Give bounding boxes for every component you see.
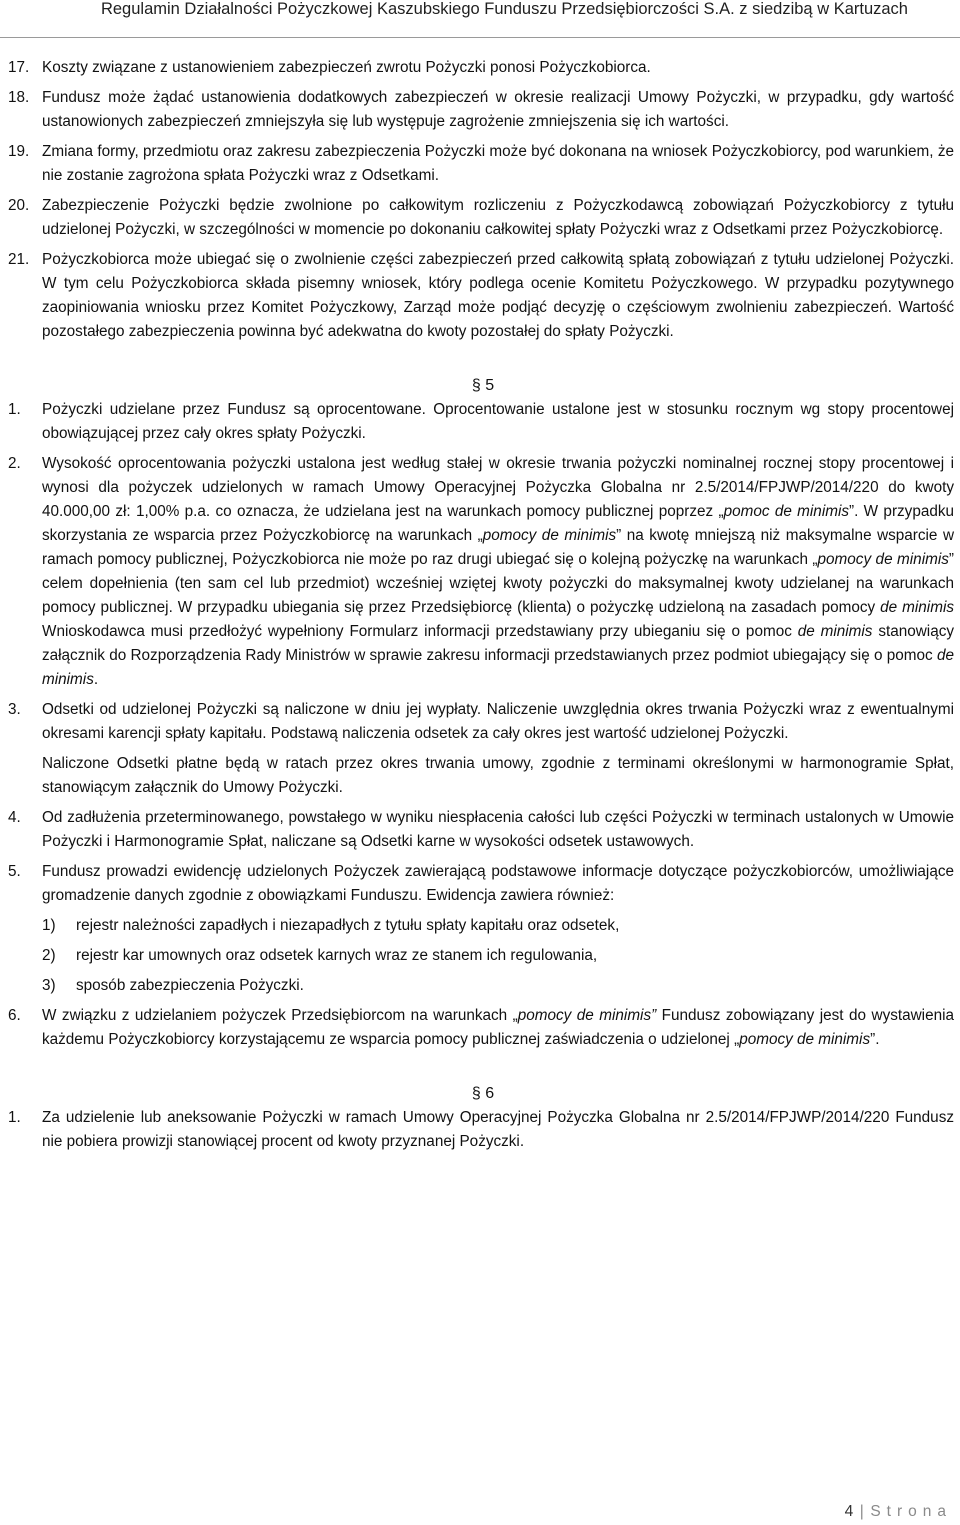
list-item — [0, 1004, 960, 1052]
list-item — [0, 398, 960, 446]
paragraph: Naliczone Odsetki płatne będą w ratach przez okres trwania umowy, zgodnie z terminami określonymi w harmonogramie Spłat, stanowiącym załącznik do Umowy Pożyczki. — [42, 755, 954, 796]
footer-label: Strona — [870, 1503, 952, 1520]
italic-term: pomocy de minimis — [482, 527, 617, 544]
section-heading: § 5 — [471, 377, 495, 394]
item-number: 19. — [8, 143, 30, 160]
item-number: 5. — [8, 863, 21, 880]
sub-item-number: 1) — [42, 917, 56, 934]
document-body — [0, 56, 960, 1160]
page-footer — [845, 1503, 952, 1521]
item-number: 17. — [8, 59, 30, 76]
italic-term: pomocy de minimis — [739, 1031, 871, 1048]
italic-term: de minimis — [797, 623, 873, 640]
sub-list-item — [0, 914, 960, 938]
item-text — [42, 1007, 954, 1048]
text-run: Wnioskodawca musi przedłożyć wypełniony Formularz informacji przedstawiany przy ubieganiu się o pomoc — [42, 623, 798, 640]
item-text: Fundusz prowadzi ewidencję udzielonych Pożyczek zawierającą podstawowe informacje dotyczące pożyczkobiorców, umożliwiające gromadzenie danych zgodnie z obowiązkami Funduszu. Ewidencja zawiera również: — [42, 863, 954, 904]
item-text: Fundusz może żądać ustanowienia dodatkowych zabezpieczeń w okresie realizacji Umowy Pożyczki, w przypadku, gdy wartość ustanowionych zabezpieczeń zmniejszyła się lub występuje zagrożenie zmniejszenia się ich wartości. — [42, 89, 954, 130]
sub-item-number: 2) — [42, 947, 56, 964]
list-item — [0, 806, 960, 854]
text-run: Fundusz zobowiązany jest do wystawienia każdemu Pożyczkobiorcy korzystającemu ze wsparcia pomocy publicznej zaświadczenia o udzielonej „ — [42, 1007, 954, 1048]
item-text: Za udzielenie lub aneksowanie Pożyczki w ramach Umowy Operacyjnej Pożyczka Globalna nr 2.5/2014/FPJWP/2014/220 Fundusz nie pobiera prowizji stanowiącej procent od kwoty przyznanej Pożyczki. — [42, 1109, 954, 1150]
text-run: ”. W przypadku skorzystania ze wsparcia przez Pożyczkobiorcę na warunkach „ — [42, 503, 955, 544]
item-number: 1. — [8, 1109, 21, 1126]
list-item — [0, 56, 960, 80]
item-number: 4. — [8, 809, 21, 826]
footer-separator: | — [859, 1503, 865, 1520]
sub-list-item — [0, 944, 960, 968]
item-number: 6. — [8, 1007, 21, 1024]
item-number: 3. — [8, 701, 21, 718]
italic-term: de minimis — [880, 599, 954, 616]
page-header — [0, 0, 960, 34]
sub-item-number: 3) — [42, 977, 56, 994]
item-text: Koszty związane z ustanowieniem zabezpieczeń zwrotu Pożyczki ponosi Pożyczkobiorca. — [42, 59, 651, 76]
item-number: 1. — [8, 401, 21, 418]
item-number: 20. — [8, 197, 30, 214]
item-number: 21. — [8, 251, 30, 268]
sub-item-text: rejestr należności zapadłych i niezapadłych z tytułu spłaty kapitału oraz odsetek, — [76, 917, 620, 934]
text-run: stanowiący załącznik do Rozporządzenia Rady Ministrów w sprawie zakresu informacji przedstawianych przez podmiot ubiegający się o pomoc — [42, 623, 955, 664]
italic-term: de minimis — [42, 647, 954, 688]
header-divider — [0, 37, 960, 38]
text-run: W związku z udzielaniem pożyczek Przedsiębiorcom na warunkach „ — [42, 1007, 518, 1024]
italic-term: pomocy de minimis” — [517, 1007, 657, 1024]
item-text: Pożyczkobiorca może ubiegać się o zwolnienie części zabezpieczeń przed całkowitą spłatą zobowiązań z tytułu udzielonej Pożyczki. W tym celu Pożyczkobiorca składa pisemny wniosek, który podlega ocenie Komitetu Pożyczkowego. W przypadku pozytywnego zaopiniowania wniosku przez Komitet Pożyczkowy, Zarząd może podjąć decyzję o częściowym zwolnieniu zabezpieczeń. Wartość pozostałego zabezpieczenia powinna być adekwatna do kwoty pozostałej do spłaty Pożyczki. — [42, 251, 954, 340]
text-run: . — [93, 671, 99, 688]
item-text — [42, 455, 954, 688]
list-item — [0, 194, 960, 242]
item-text: Pożyczki udzielane przez Fundusz są oprocentowane. Oprocentowanie ustalone jest w stosunku rocznym wg stopy procentowej obowiązującej przez cały okres spłaty Pożyczki. — [42, 401, 954, 442]
text-run: ”. — [870, 1031, 880, 1048]
list-item — [0, 86, 960, 134]
text-run: ” celem dopełnienia (ten sam cel lub przedmiot) wcześniej wziętej kwoty pożyczki do maksymalnej kwoty udzielanej na warunkach pomocy publicznej. W przypadku ubiegania się przez Przedsiębiorcę (klienta) o pożyczkę udzieloną na zasadach pomocy — [42, 551, 954, 616]
item-text: Zmiana formy, przedmiotu oraz zakresu zabezpieczenia Pożyczki może być dokonana na wniosek Pożyczkobiorcy, pod warunkiem, że nie zostanie zagrożona spłata Pożyczki wraz z Odsetkami. — [42, 143, 954, 184]
sub-list-item — [0, 974, 960, 998]
list-item — [0, 452, 960, 692]
item-number: 18. — [8, 89, 30, 106]
list-item — [0, 698, 960, 746]
italic-term: pomoc de minimis — [723, 503, 850, 520]
sub-item-text: sposób zabezpieczenia Pożyczki. — [76, 977, 304, 994]
list-item — [0, 1106, 960, 1154]
header-title: Regulamin Działalności Pożyczkowej Kaszubskiego Funduszu Przedsiębiorczości S.A. z siedzibą w Kartuzach — [100, 0, 908, 18]
section-heading: § 6 — [471, 1085, 495, 1102]
text-run: ” na kwotę mniejszą niż maksymalne wsparcie w ramach pomocy publicznej, Pożyczkobiorca nie może po raz drugi ubiegać się o kolejną pożyczkę na warunkach „ — [42, 527, 954, 568]
list-item — [0, 140, 960, 188]
item-text: Zabezpieczenie Pożyczki będzie zwolnione po całkowitym rozliczeniu z Pożyczkodawcą zobowiązań Pożyczkobiorcy z tytułu udzielonej Pożyczki, w szczególności w momencie po dokonaniu całkowitej spłaty Pożyczki wraz z Odsetkami przez Pożyczkobiorcę. — [42, 197, 954, 238]
item-number: 2. — [8, 455, 21, 472]
italic-term: pomocy de minimis — [817, 551, 949, 568]
sub-item-text: rejestr kar umownych oraz odsetek karnych wraz ze stanem ich regulowania, — [76, 947, 598, 964]
page-number: 4 — [844, 1503, 854, 1520]
list-item — [0, 248, 960, 344]
list-item — [0, 860, 960, 908]
item-text: Odsetki od udzielonej Pożyczki są naliczone w dniu jej wypłaty. Naliczenie uwzględnia okres trwania Pożyczki wraz z ewentualnymi okresami karencji spłaty kapitału. Podstawą naliczenia odsetek za cały okres jest wartość udzielonej Pożyczki. — [42, 701, 954, 742]
text-run: Wysokość oprocentowania pożyczki ustalona jest według stałej w okresie trwania pożyczki nominalnej rocznej stopy procentowej i wynosi dla pożyczek udzielonych w ramach Umowy Operacyjnej Pożyczka Globalna nr 2.5/2014/FPJWP/2014/220 do kwoty 40.000,00 zł: 1,00% p.a. co oznacza, że udzielana jest na warunkach pomocy publicznej poprzez „ — [42, 455, 954, 520]
item-text: Od zadłużenia przeterminowanego, powstałego w wyniku niespłacenia całości lub części Pożyczki w terminach ustalonych w Umowie Pożyczki i Harmonogramie Spłat, naliczane są Odsetki karne w wysokości odsetek ustawowych. — [42, 809, 954, 850]
